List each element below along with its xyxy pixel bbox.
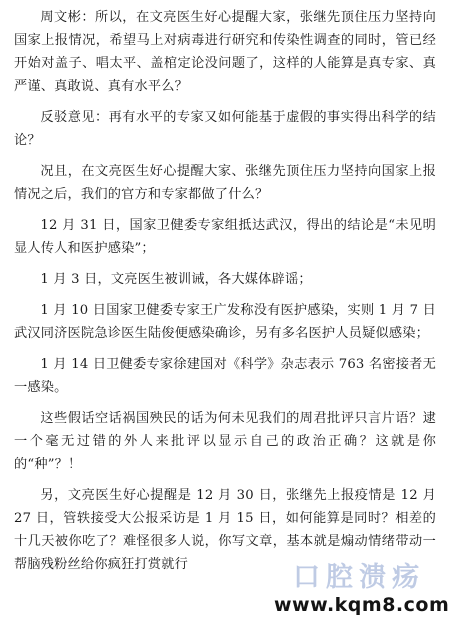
watermark-url: www.kqm8.com bbox=[274, 594, 450, 616]
paragraph-dates: 另，文亮医生好心提醒是 12 月 30 日，张继先上报疫情是 12 月 27 日，管轶接受大公报采访是 1 月 15 日，如何能算是同时？相差的十几天被你吃了？难怪很多人说，你写文章，基本就是煽动情绪带动一帮脑残粉丝给你疯狂打赏就行 bbox=[14, 488, 436, 572]
paragraph-criticism: 这些假话空话祸国殃民的话为何未见我们的周君批评只言片语？逮一个毫无过错的外人来批评以显示自己的政治正确？这就是你的“种”？！ bbox=[14, 411, 436, 472]
paragraph-jan-14: 1 月 14 日卫健委专家徐建国对《科学》杂志表示 763 名密接者无一感染。 bbox=[14, 357, 436, 395]
site-watermark bbox=[274, 562, 450, 618]
paragraph-jan-10: 1 月 10 日国家卫健委专家王广发称没有医护感染，实则 1 月 7 日武汉同济医院急诊医生陆俊便感染确诊，另有多名医护人员疑似感染； bbox=[14, 303, 436, 341]
watermark-title: 口腔溃疡 bbox=[293, 562, 425, 593]
paragraph-jan-3: 1 月 3 日，文亮医生被训诫，各大媒体辟谣； bbox=[40, 272, 312, 287]
paragraph-rebuttal: 反驳意见：再有水平的专家又如何能基于虚假的事实得出科学的结论？ bbox=[14, 110, 436, 148]
paragraph-zhou-wenbin-quote: 周文彬：所以，在文亮医生好心提醒大家，张继先顶住压力坚持向国家上报情况，希望马上对病毒进行研究和传染性调查的同时，管已经开始对盖子、唱太平、盖棺定论没问题了，这样的人能算是真专家、真严谨、真敢说、真有水平么？ bbox=[14, 10, 436, 94]
paragraph-moreover: 况且，在文亮医生好心提醒大家、张继先顶住压力坚持向国家上报情况之后，我们的官方和专家都做了什么？ bbox=[14, 164, 436, 202]
paragraph-dec-31: 12 月 31 日，国家卫健委专家组抵达武汉，得出的结论是“未见明显人传人和医护感染”； bbox=[14, 218, 436, 256]
